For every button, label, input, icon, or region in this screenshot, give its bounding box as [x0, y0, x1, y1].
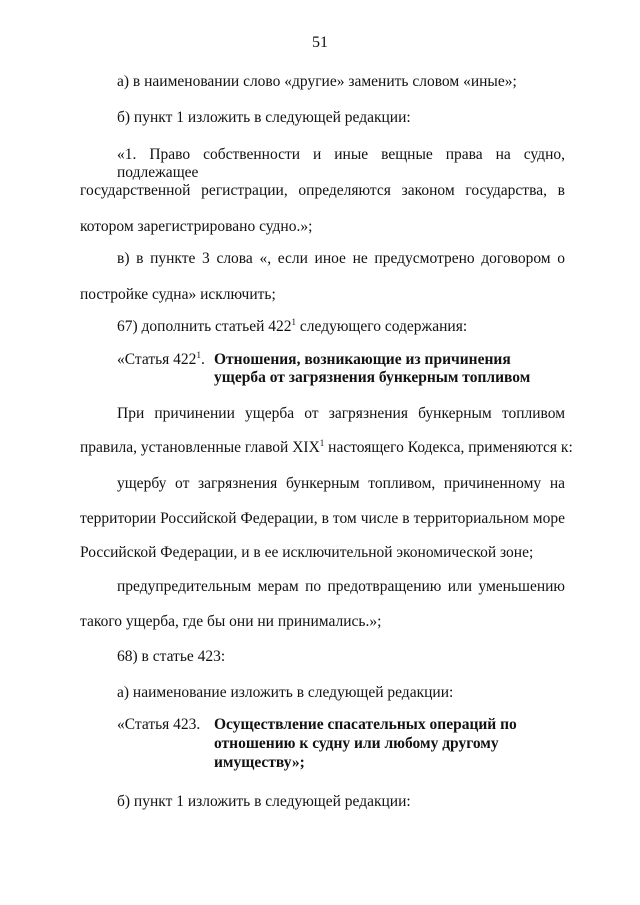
text-line: При причинении ущерба от загрязнения бункерным топливом — [117, 405, 565, 422]
text-line: котором зарегистрировано судно.»; — [80, 218, 313, 235]
text-line: такого ущерба, где бы они ни принимались.»; — [80, 613, 382, 630]
article-heading-title: имуществу»; — [214, 754, 305, 771]
text-span: настоящего Кодекса, применяются к: — [324, 439, 573, 456]
article-heading-title: ущерба от загрязнения бункерным топливом — [214, 369, 531, 386]
text-line: а) в наименовании слово «другие» заменить словом «иные»; — [117, 73, 517, 90]
article-heading-title: отношению к судну или любому другому — [214, 735, 499, 752]
superscript: 1 — [291, 316, 297, 327]
text-line: 68) в статье 423: — [117, 648, 226, 665]
text-line — [117, 318, 467, 336]
superscript: 1 — [319, 437, 325, 448]
text-line: Российской Федерации, и в ее исключительной экономической зоне; — [80, 544, 534, 561]
text-line: б) пункт 1 изложить в следующей редакции: — [117, 109, 411, 126]
text-line: б) пункт 1 изложить в следующей редакции: — [117, 793, 411, 810]
text-line: ущербу от загрязнения бункерным топливом, причиненному на — [117, 475, 565, 492]
text-span: «Статья 422 — [117, 351, 197, 368]
text-span: 67) дополнить статьей 422 — [117, 318, 292, 335]
text-span: следующего содержания: — [296, 318, 468, 335]
article-heading-title: Отношения, возникающие из причинения — [214, 351, 511, 368]
superscript: 1 — [196, 349, 201, 360]
text-line: «1. Право собственности и иные вещные права на судно, подлежащее — [117, 146, 565, 181]
text-line — [80, 439, 573, 457]
text-span: . — [200, 351, 205, 368]
article-heading-prefix — [117, 351, 205, 369]
page-number: 51 — [312, 34, 328, 51]
text-line: территории Российской Федерации, в том числе в территориальном море — [80, 510, 565, 527]
article-heading-title: Осуществление спасательных операций по — [214, 716, 517, 733]
text-line: а) наименование изложить в следующей редакции: — [117, 684, 454, 701]
text-line: в) в пункте 3 слова «, если иное не предусмотрено договором о — [117, 250, 565, 267]
article-heading-prefix: «Статья 423. — [117, 716, 201, 733]
text-span: правила, установленные главой XIX — [80, 439, 320, 456]
text-line: постройке судна» исключить; — [80, 286, 276, 303]
text-line: государственной регистрации, определяются законом государства, в — [80, 182, 565, 199]
text-line: предупредительным мерам по предотвращению или уменьшению — [117, 578, 565, 595]
